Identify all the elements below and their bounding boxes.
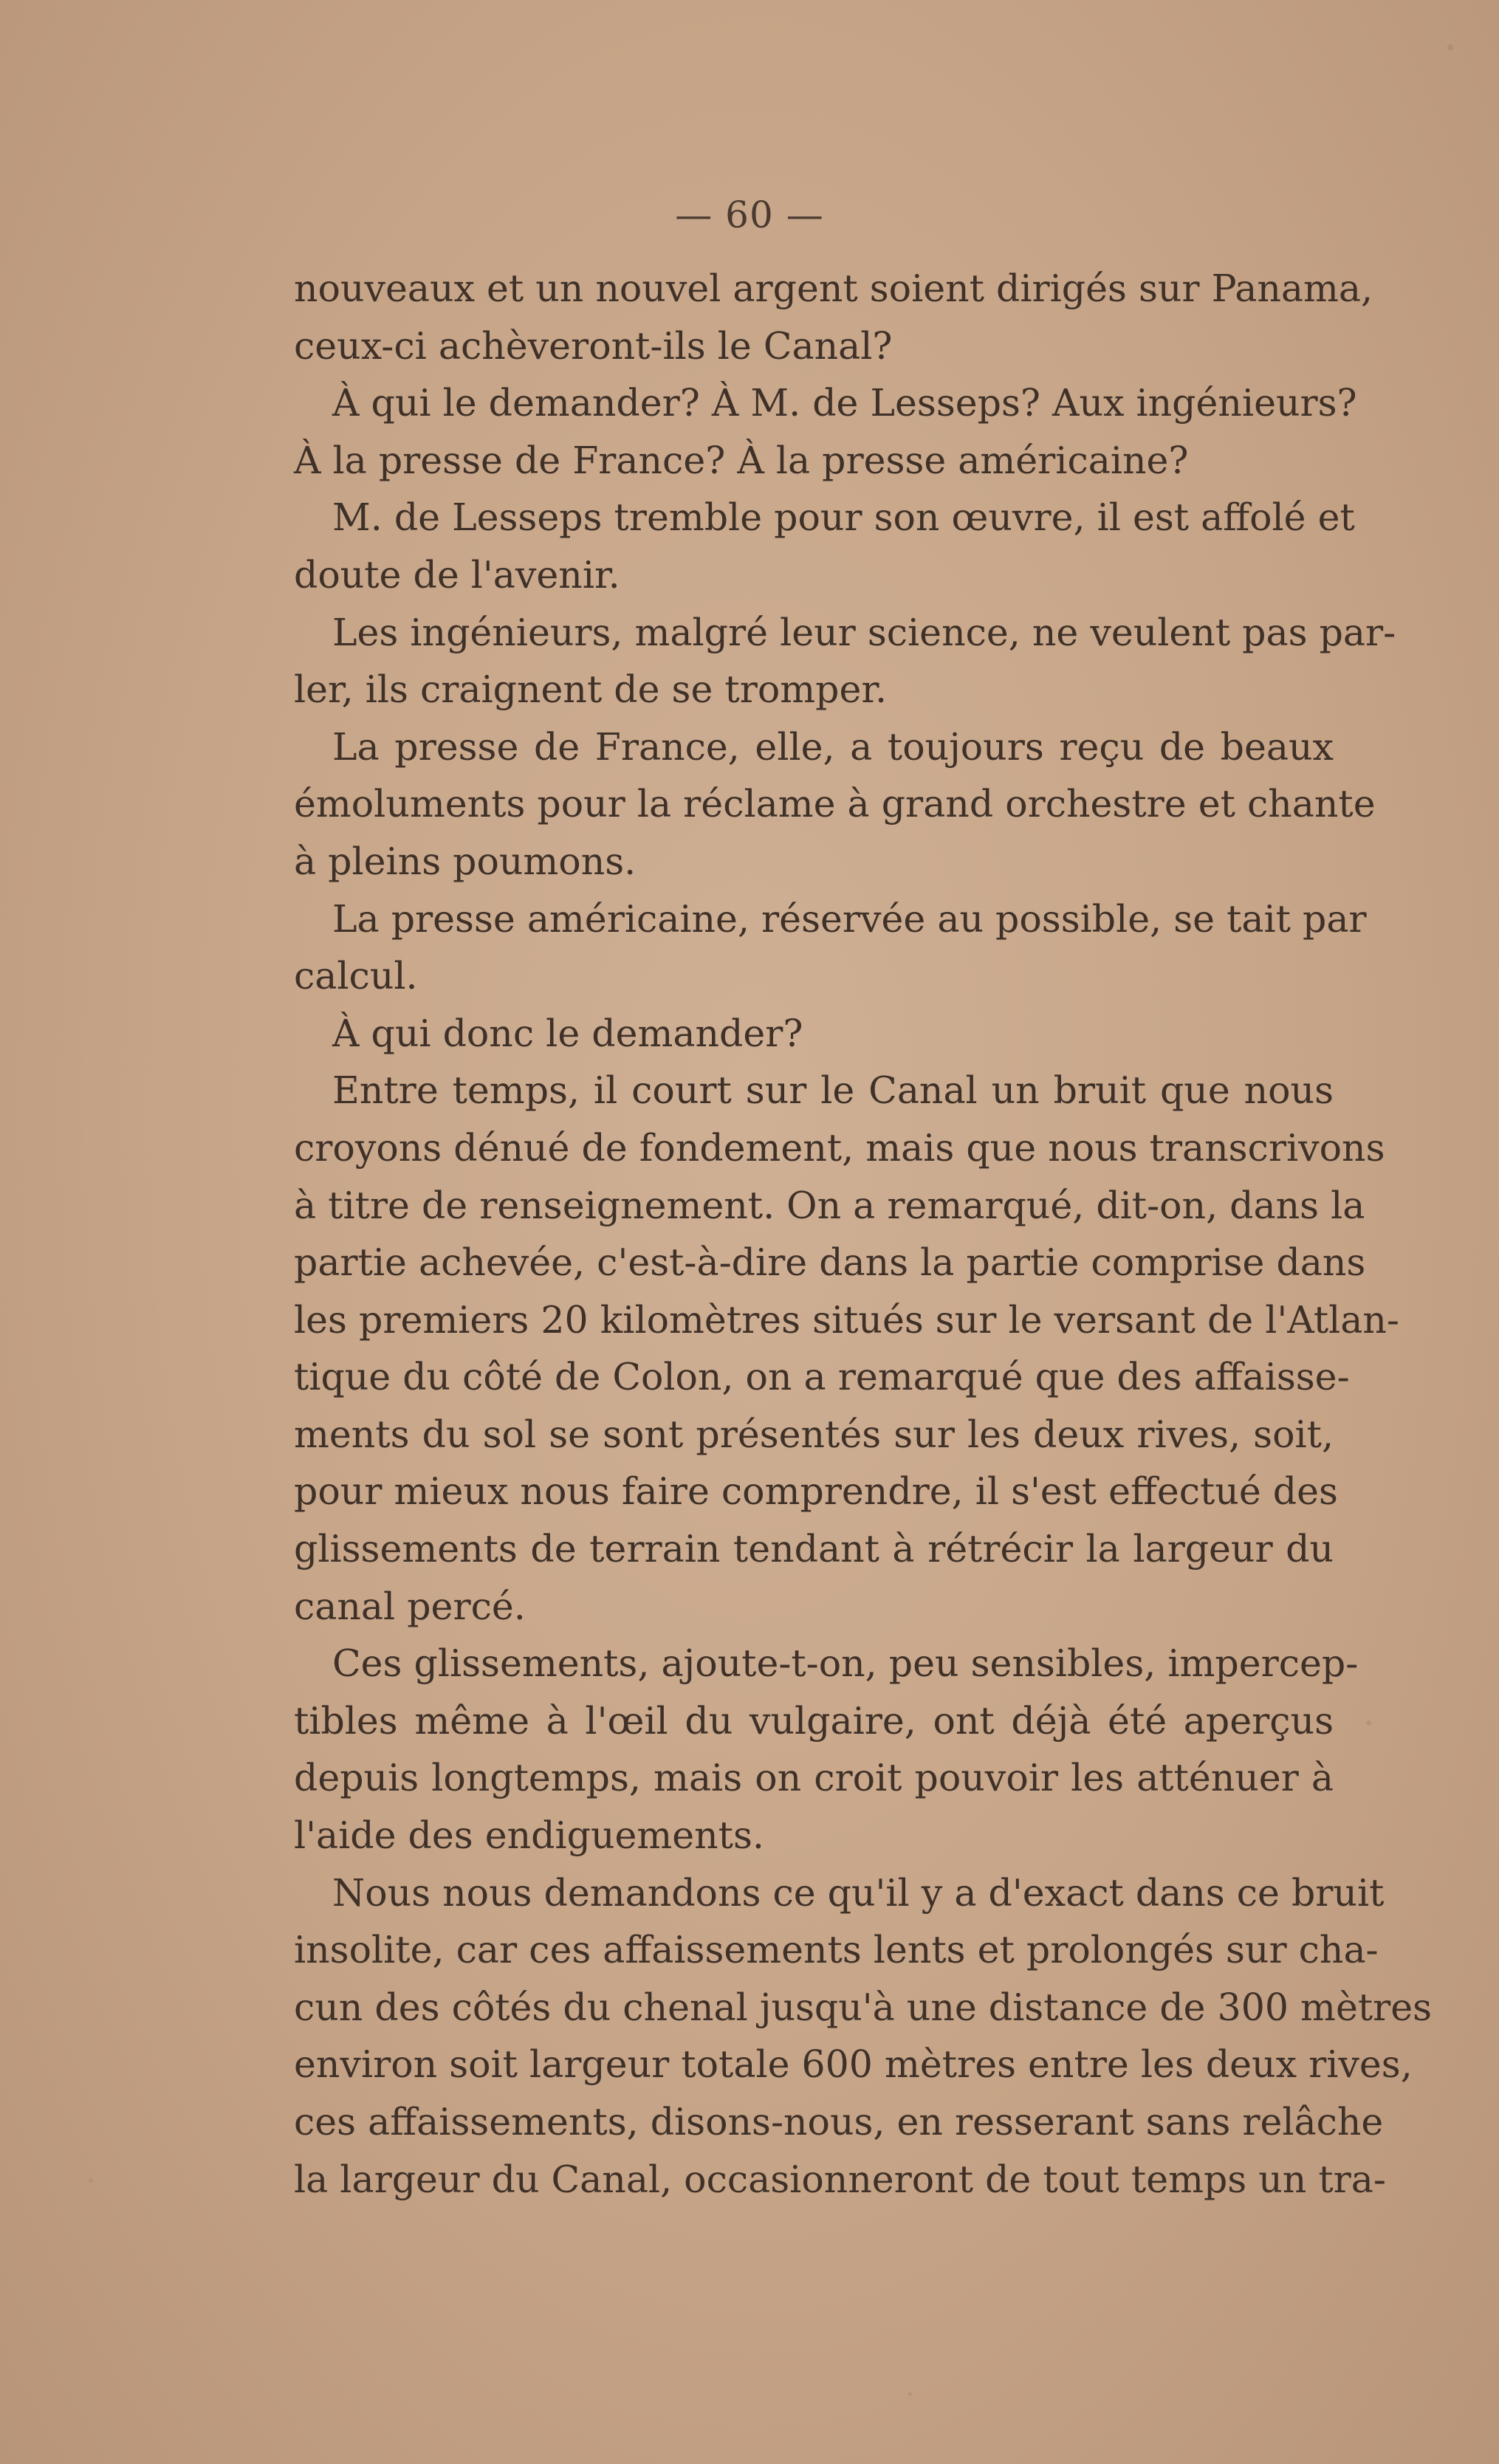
text-line: tibles même à l'œil du vulgaire, ont déjà été aperçus: [294, 1698, 1334, 1743]
text-line: l'aide des endiguements.: [294, 1813, 764, 1858]
body-text: [294, 260, 1433, 2208]
text-line: glissements de terrain tendant à rétrécir la largeur du: [294, 1527, 1334, 1571]
paper-speck: [908, 2392, 912, 2396]
text-line: À qui le demander? À M. de Lesseps? Aux ingénieurs?: [332, 381, 1357, 425]
text-line: M. de Lesseps tremble pour son œuvre, il est affolé et: [332, 495, 1355, 540]
text-line: Les ingénieurs, malgré leur science, ne veulent pas par-: [332, 610, 1396, 654]
text-line: insolite, car ces affaissements lents et prolongés sur cha-: [294, 1928, 1379, 1972]
text-line: les premiers 20 kilomètres situés sur le versant de l'Atlan-: [294, 1297, 1399, 1342]
text-line: La presse américaine, réservée au possible, se tait par: [332, 896, 1367, 941]
text-line: doute de l'avenir.: [294, 552, 620, 597]
text-line: tique du côté de Colon, on a remarqué que des affaisse-: [294, 1355, 1350, 1399]
text-line: calcul.: [294, 954, 418, 998]
text-line: cun des côtés du chenal jusqu'à une distance de 300 mètres: [294, 1985, 1433, 2029]
text-line: La presse de France, elle, a toujours reçu de beaux: [332, 724, 1334, 769]
text-line: émoluments pour la réclame à grand orchestre et chante: [294, 782, 1376, 826]
text-line: croyons dénué de fondement, mais que nous transcrivons: [294, 1125, 1385, 1170]
text-line: la largeur du Canal, occasionneront de tout temps un tra-: [294, 2157, 1386, 2201]
text-line: ceux-ci achèveront-ils le Canal?: [294, 323, 893, 368]
paper-speck: [89, 2178, 93, 2183]
paper-speck: [1447, 44, 1453, 50]
text-line: À qui donc le demander?: [332, 1011, 803, 1055]
text-line: Nous nous demandons ce qu'il y a d'exact dans ce bruit: [332, 1870, 1385, 1915]
text-line: Entre temps, il court sur le Canal un bruit que nous: [332, 1068, 1334, 1113]
text-line: ler, ils craignent de se tromper.: [294, 668, 887, 712]
text-line: nouveaux et un nouvel argent soient dirigés sur Panama,: [294, 267, 1373, 310]
text-line: à titre de renseignement. On a remarqué, dit-on, dans la: [294, 1183, 1365, 1227]
text-line: canal percé.: [294, 1584, 526, 1628]
text-line: ces affaissements, disons-nous, en resserant sans relâche: [294, 2100, 1384, 2144]
text-line: environ soit largeur totale 600 mètres entre les deux rives,: [294, 2042, 1413, 2087]
page-number: — 60 —: [675, 193, 824, 236]
text-line: Ces glissements, ajoute-t-on, peu sensibles, impercep-: [332, 1641, 1359, 1686]
text-line: À la presse de France? À la presse américaine?: [294, 438, 1189, 482]
text-line: depuis longtemps, mais on croit pouvoir les atténuer à: [294, 1756, 1334, 1800]
text-line: partie achevée, c'est-à-dire dans la partie comprise dans: [294, 1240, 1366, 1285]
paper-speck: [1366, 1720, 1371, 1726]
text-line: à pleins poumons.: [294, 839, 637, 883]
text-line: ments du sol se sont présentés sur les deux rives, soit,: [294, 1412, 1334, 1456]
text-line: pour mieux nous faire comprendre, il s'est effectué des: [294, 1469, 1338, 1514]
